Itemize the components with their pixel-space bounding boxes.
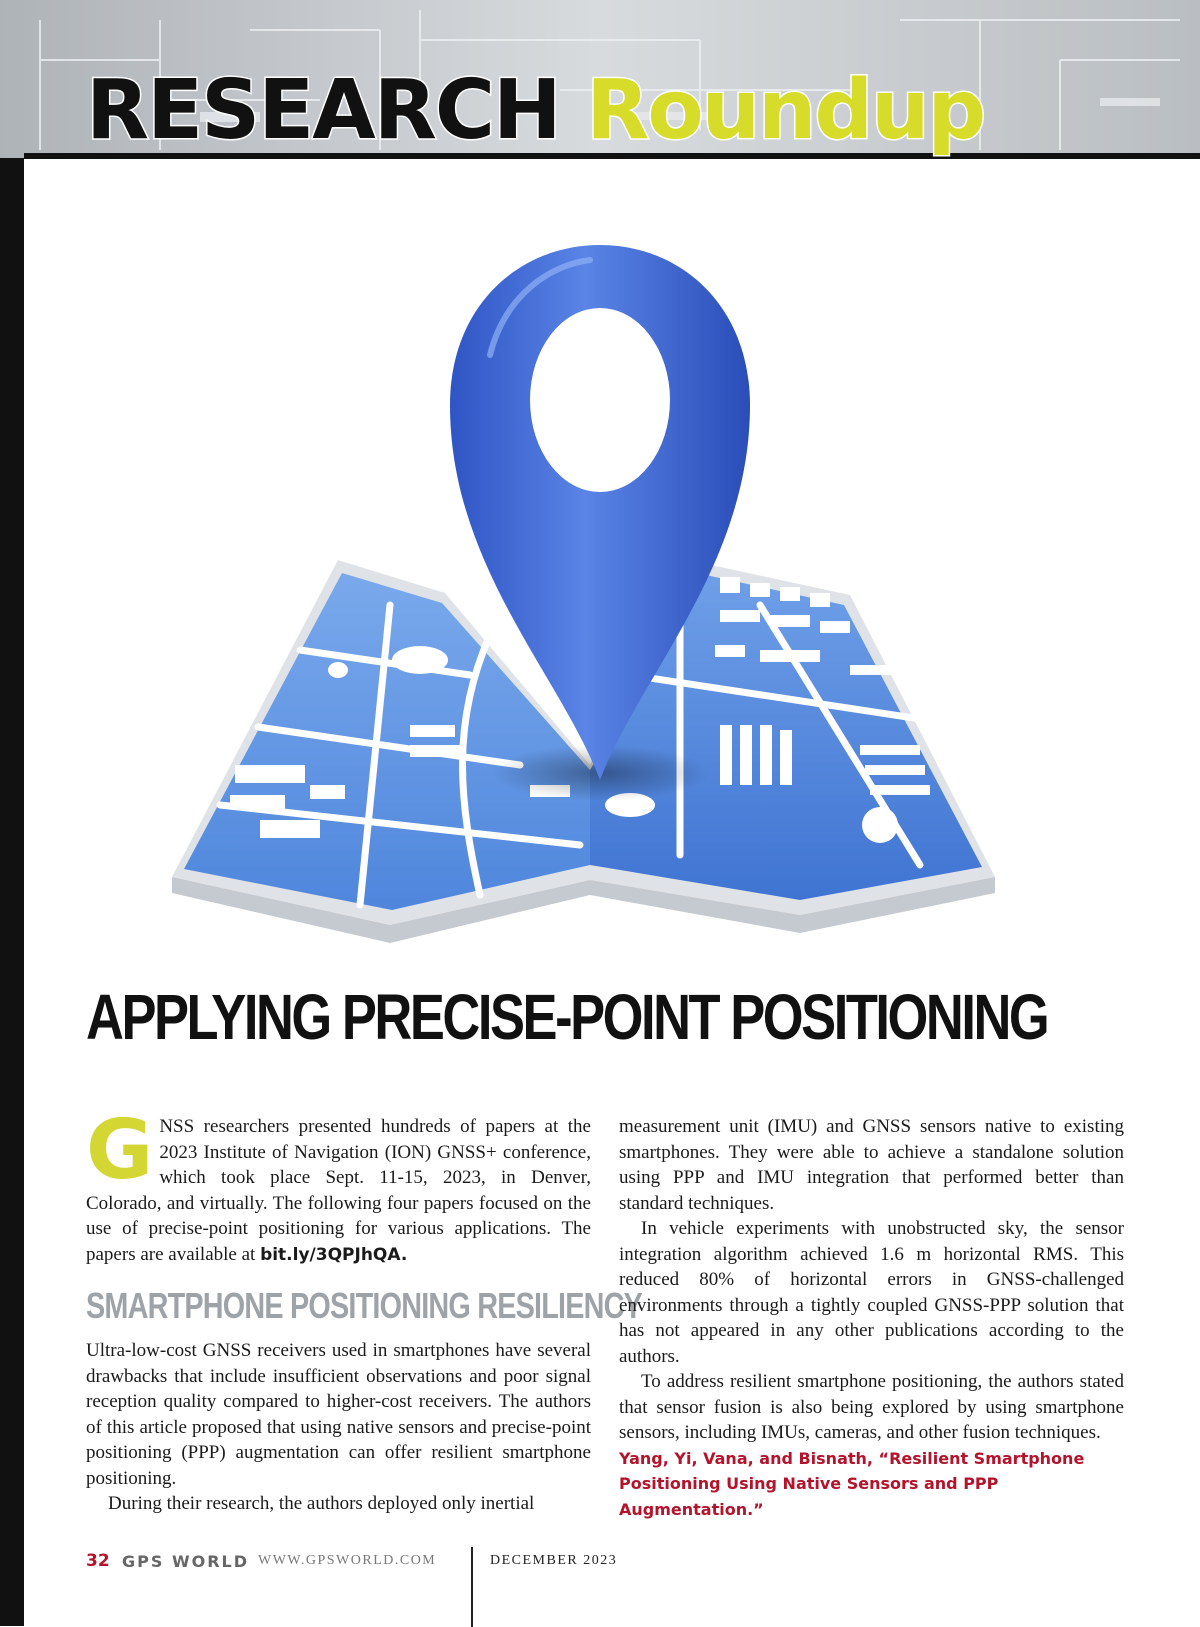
body-paragraph: In vehicle experiments with unobstructed sky, the sensor integration algorithm achieved 1.6 m horizontal RMS. This reduced 80% of horizontal errors in GNSS-challenged environments through a tightly coupled GNSS-PPP solution that has not appeared in any other publications according to the authors. (619, 1218, 1124, 1367)
article-column-right (619, 1114, 1124, 1522)
citation: Yang, Yi, Vana, and Bisnath, “Resilient Smartphone Positioning Using Native Sensors and PPP Augmentation.” (619, 1448, 1085, 1519)
body-paragraph: To address resilient smartphone positioning, the authors stated that sensor fusion is also being explored by using smartphone sensors, including IMUs, cameras, and other fusion techniques. (619, 1371, 1124, 1443)
section-heading: SMARTPHONE POSITIONING RESILIENCY (86, 1285, 643, 1326)
intro-text: NSS researchers presented hundreds of papers at the 2023 Institute of Navigation (ION) GNSS+ conference, which took place Sept. 11-15, 2023, in Denver, Colorado, and virtually. The following four papers focused on the use of precise-point positioning for various applications. The papers are available at (86, 1116, 591, 1265)
map-pin-on-folded-map-icon (160, 205, 1040, 975)
intro-paragraph (86, 1103, 591, 1268)
body-paragraph: Ultra-low-cost GNSS receivers used in smartphones have several drawbacks that include insufficient observations and poor signal reception quality compared to higher-cost receivers. The authors of this article proposed that using native sensors and precise-point positioning (PPP) augmentation can offer resilient smartphone positioning. (86, 1340, 591, 1489)
article-title: APPLYING PRECISE-POINT POSITIONING (86, 981, 1048, 1053)
magazine-name: GPS WORLD (122, 1552, 249, 1571)
papers-link[interactable]: bit.ly/3QPJhQA. (260, 1244, 408, 1265)
banner-word-roundup: Roundup (586, 63, 985, 158)
banner-word-research: RESEARCH (86, 63, 560, 158)
page-edge-strip (0, 158, 24, 1626)
page-number: 32 (86, 1551, 110, 1571)
footer-divider (471, 1547, 473, 1627)
issue-date: DECEMBER 2023 (490, 1553, 618, 1568)
magazine-url[interactable]: WWW.GPSWORLD.COM (258, 1553, 437, 1568)
section-banner (86, 63, 985, 158)
article-column-left (86, 1103, 643, 1517)
body-paragraph: During their research, the authors deployed only inertial (108, 1493, 535, 1514)
drop-cap: G (86, 1103, 154, 1198)
body-paragraph: measurement unit (IMU) and GNSS sensors native to existing smartphones. They were able to achieve a standalone solution using PPP and IMU integration that performed better than standard techniques. (619, 1116, 1124, 1214)
